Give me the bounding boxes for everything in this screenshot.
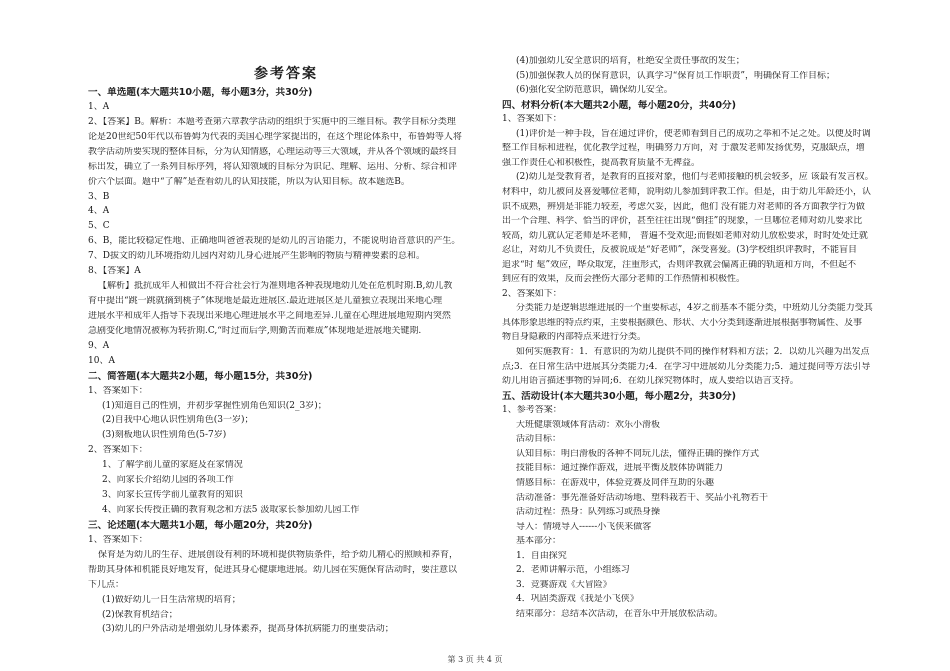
text-line: 较高，幼儿就认定老师是坏老师， 普遍不受欢迎;而假如老师对幼儿放松要求，时时处处迁就 [502,230,868,241]
text-line: 忍让，对幼儿不负责任，反被说成是“好老师”，深受喜爱。(3)学校组织评教时，不能盲目 [502,245,857,256]
text-line: (2)幼儿是受教育者，是教育的直接对象，他们与老师接触的机会较多，应 该最有发言权。 [516,172,874,183]
section-heading: 三、论述题(本大题共1小题，每小题20分，共20分) [88,519,313,531]
text-line: 追求“时 髦”效应，哗众取宠，注重形式，否则评教就会偏离正确的轨道和方向，不但起不 [502,259,857,270]
text-line: 1．自由探究 [516,550,567,561]
text-line: 基本部分： [516,536,562,547]
text-line: 1、了解学前儿童的家庭及在家情况 [102,460,243,471]
section-heading: 四、材料分析(本大题共2小题，每小题20分，共40分) [502,99,737,111]
text-line: 10、A [88,355,115,366]
text-line: 情感目标：在游戏中，体验竞赛及同伴互助的乐趣 [516,477,715,488]
text-line: 幼儿用语言描述事物的异同;6．在幼儿探究物体时，成人要给以语言支持。 [502,376,799,387]
text-line: 导入：情境导入------小飞侠来做客 [516,521,652,532]
text-line: 3、B [88,191,110,202]
text-line: (1)知道自己的性别，并初步掌握性别角色知识(2_3岁)； [102,400,327,411]
section-heading: 二、简答题(本大题共2小题，每小题15分，共30分) [88,370,313,382]
text-line: 3、向家长宣传学前儿童教育的知识 [102,490,243,501]
page-footer: 第 3 页 共 4 页 [447,655,503,664]
text-line: 2、【答案】B。解析：本题考查第六章教学活动的组织于实施中的三维目标。教学目标分类理 [88,116,456,127]
text-line: 进展水平和成年人指导下表现出来地心理进展水平之间地差异.儿童在心理进展地短期内突然 [88,310,451,321]
text-line: 8、【答案】A [88,266,141,277]
text-line: 结束部分：总结本次活动，在音乐中开展放松活动。 [516,608,724,619]
text-line: 1、答案如下： [88,534,148,545]
text-line: 到应有的效果，反而会挫伤大部分老师的工作热情和积极性。 [502,274,746,285]
text-line: (5)加强保教人员的保育意识，认真学习“保育员工作职责”，明确保育工作目标； [516,70,835,81]
text-line: 2、向家长介绍幼儿园的各项工作 [102,475,234,486]
text-line: 1、A [88,101,110,112]
text-line: (1)做好幼儿一日生活常规的培育； [102,594,241,605]
text-line: 1、参考答案： [502,405,562,416]
text-line: 1、答案如下： [88,385,148,396]
text-line: 论是20世纪50年代以布鲁姆为代表的美国心理学家提出的，在这个理论体系中，布鲁姆等人将 [88,131,462,142]
text-line: 点;3．在日常生活中进展其分类能力;4．在学习中进展幼儿分类能力;5．通过提问等方法引导 [502,361,871,372]
text-line: 认知目标：明白滑板的各种不同玩儿法，懂得正确的操作方式 [516,448,760,459]
text-line: 活动准备：事先准备好活动场地、塑料栽若干、奖品小礼物若干 [516,492,769,503]
text-line: 如何实施教育：1．有意识的为幼儿提供不同的操作材料和方法；2．以幼儿兴趣为出发点 [516,347,870,357]
text-line: (3)刻板地认识性别角色(5-7岁) [102,430,227,441]
text-line: 帮助其身体和机能良好地发育，促进其身心健康地进展。幼儿园在实施保育活动时，要注意以 [88,564,458,575]
text-line: 【解析】抵抗成年人和做出不符合社会行为准则地各种表现地幼儿处在危机时期.B,幼儿教 [98,281,453,292]
text-line: 教学活动所要实现的整体目标，分为认知情感，心理运动等三大领域，并从各个领域的最终目 [88,146,458,157]
text-line: 整工作目标和进程，优化教学过程，明确努力方向，对 于激发老师发扬优势，克服缺点，增 [502,143,865,154]
text-line: 7、D拔文的幼儿环境指幼儿园内对幼儿身心进展产生影响的物质与精神要素的总和。 [88,251,425,262]
text-line: 2、答案如下： [88,445,148,456]
text-line: 强工作责任心和积极性，提高教育质量不无裨益。 [502,157,701,168]
text-line: (1)评价是一种手段，旨在通过评价，使老师看到自己的成功之举和不足之处。以便及时调 [516,128,871,139]
text-line: 标出发，确立了一系列目标序列，将认知领域的目标分为识记、理解、运用、分析、综合和评 [88,161,458,172]
text-line: (4)加强幼儿安全意识的培育，杜绝安全责任事故的发生； [516,56,745,66]
text-line: 4、向家长传授正确的教育观念和方法5 汲取家长参加幼儿园工作 [102,505,360,516]
text-line: 保育是为幼儿的生存、进展创设有利的环境和提供物质条件，给予幼儿精心的照顾和养育， [98,549,459,560]
text-line: (2)保教育机结合； [102,609,178,620]
text-line: 4．巩固类游戏《我是小飞侠》 [516,594,639,605]
text-line: 出一个合理、科学、恰当的评价，甚至往往出现“倒挂”的现象，一旦哪位老师对幼儿要求比 [502,216,863,227]
section-heading: 一、单选题(本大题共10小题，每小题3分，共30分) [88,87,313,98]
text-line: 技能目标：通过操作游戏，进展平衡及肢体协调能力 [516,463,724,474]
text-line: 活动过程：热身：队列练习或热身操 [516,507,661,518]
text-line: 大班健康领域体育活动：欢乐小滑板 [516,419,661,430]
text-line: 9、A [88,340,110,351]
text-line: 活动目标： [516,434,562,445]
text-line: 1、答案如下： [502,114,562,125]
text-line: 6、B，能比较稳定性地、正确地叫爸爸表现的是幼儿的言语能力，不能说明语音意识的产生。 [88,236,461,247]
text-line: 分类能力是逻辑思维进展的一个重要标志，4岁之前基本不能分类，中班幼儿分类能力受其 [516,303,873,314]
text-line: 识不成熟，辨别是非能力较差，考虑欠妥，因此，他们 没有能力对老师的各方面教学行为做 [502,201,865,212]
text-line: (2)自我中心地认识性别角色(3一岁)； [102,415,254,426]
text-line: 急剧变化地情况被称为转折期.C,“时过而后学,则勤苦而难成”体现地是进展地关键期. [88,325,422,336]
text-line: 物自身隐蔽的内部特点来进行分类。 [502,332,647,343]
text-line: 4、A [88,206,110,217]
text-line: 育中提出“跳一跳就摘到桃子”体现地是最近进展区.最近进展区是儿童独立表现出来地心理 [88,296,443,307]
section-heading: 五、活动设计(本大题共30小题，每小题2分，共30分) [502,390,737,402]
text-line: 价六个层面。题中“了解”是查看幼儿的认知技能，所以为认知目标。故本题选B。 [88,176,410,187]
text-line: 材料中，幼儿被问及喜爱哪位老师，说明幼儿参加到评教工作。但是，由于幼儿年龄还小，认 [502,186,872,197]
text-line: 2．老师讲解示范，小组练习 [516,565,630,576]
text-line: 下几点： [88,579,125,590]
page-title: 参考答案 [254,66,318,82]
text-line: (3)幼儿的户外活动是增强幼儿身体素养，提高身体抗病能力的重要活动； [102,624,394,635]
text-line: 5、C [88,221,110,232]
text-line: 3．竞赛游戏《大冒险》 [516,579,612,590]
text-line: 具体形象思维的特点约束，主要根据颜色、形状、大小分类到逐渐进展根据事物属性、及事 [502,317,863,328]
text-line: (6)强化安全防范意识，确保幼儿安全。 [516,85,673,96]
text-line: 2、答案如下： [502,288,562,299]
